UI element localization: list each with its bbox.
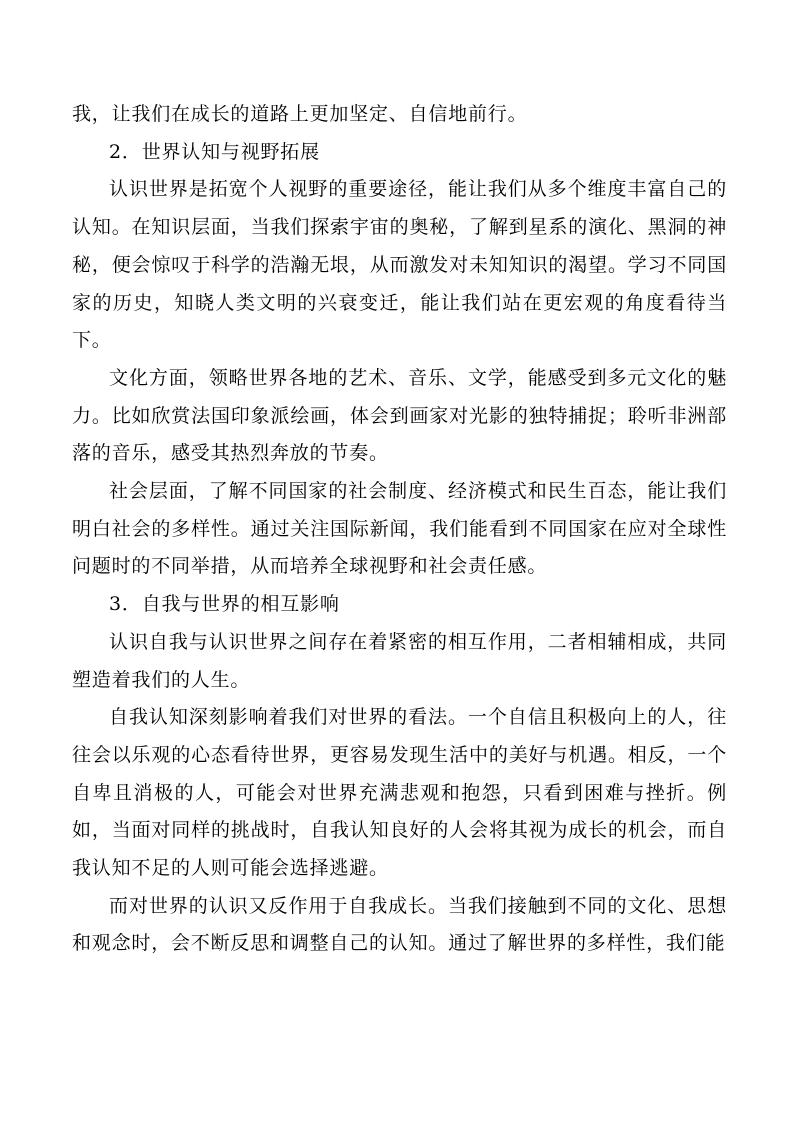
paragraph: 而对世界的认识又反作用于自我成长。当我们接触到不同的文化、思想和观念时，会不断反思和调整自己的认知。通过了解世界的多样性，我们能 — [72, 894, 727, 955]
section-heading-2: 2．世界认知与视野拓展 — [109, 140, 320, 163]
section-heading-3: 3．自我与世界的相互影响 — [109, 593, 340, 616]
paragraph: 认识自我与认识世界之间存在着紧密的相互作用，二者相辅相成，共同塑造着我们的人生。 — [72, 630, 727, 691]
paragraph: 文化方面，领略世界各地的艺术、音乐、文学，能感受到多元文化的魅力。比如欣赏法国印象派绘画，体会到画家对光影的独特捕捉；聆听非洲部落的音乐，感受其热烈奔放的节奏。 — [72, 366, 727, 465]
document-page — [72, 96, 727, 963]
paragraph: 社会层面，了解不同国家的社会制度、经济模式和民生百态，能让我们明白社会的多样性。通过关注国际新闻，我们能看到不同国家在应对全球性问题时的不同举措，从而培养全球视野和社会责任感。 — [72, 480, 727, 578]
paragraph-continuation: 我，让我们在成长的道路上更加坚定、自信地前行。 — [72, 103, 528, 125]
paragraph: 自我认知深刻影响着我们对世界的看法。一个自信且积极向上的人，往往会以乐观的心态看待世界，更容易发现生活中的美好与机遇。相反，一个自卑且消极的人，可能会对世界充满悲观和抱怨，只看到困难与挫折。例如，当面对同样的挑战时，自我认知良好的人会将其视为成长的机会，而自我认知不足的人则可能会选择逃避。 — [72, 706, 727, 880]
paragraph: 认识世界是拓宽个人视野的重要途径，能让我们从多个维度丰富自己的认知。在知识层面，当我们探索宇宙的奥秘，了解到星系的演化、黑洞的神秘，便会惊叹于科学的浩瀚无垠，从而激发对未知知识的渴望。学习不同国家的历史，知晓人类文明的兴衰变迁，能让我们站在更宏观的角度看待当下。 — [72, 178, 727, 352]
